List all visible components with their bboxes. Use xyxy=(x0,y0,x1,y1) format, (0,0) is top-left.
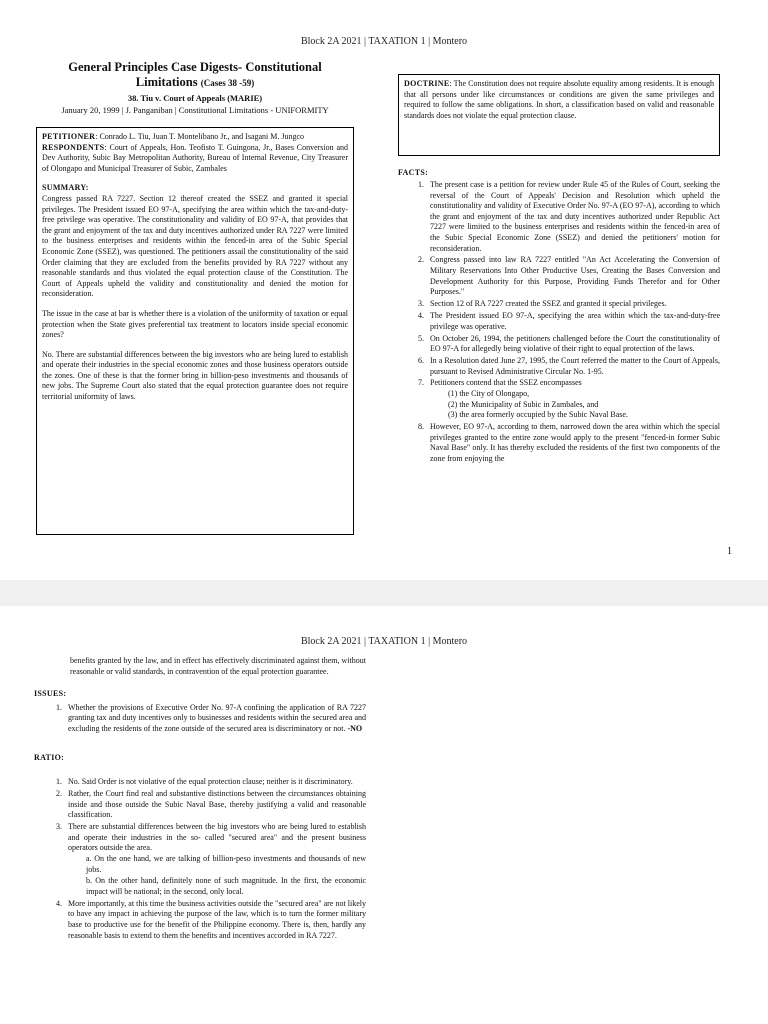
summary-paragraph: No. There are substantial differences between the big investors who are being lured to establish and operate their industries in the special economic zones and those business operators outside the zones. One of these is that the former bring in billion-peso investments and thousands of new jobs. The Supreme Court also stated that the equal protection guarantee does not require territorial uniformity of laws. xyxy=(42,349,348,402)
issues-list xyxy=(34,703,366,735)
list-item-text: There are substantial differences between the big investors who are being lured to establish and operate their industries in the so- called "secured area" and the present business operators outside the area. xyxy=(68,822,366,853)
left-column xyxy=(36,60,354,535)
ratio-sub-list xyxy=(68,854,366,898)
page-header: Block 2A 2021 | TAXATION 1 | Montero xyxy=(300,636,468,647)
sub-list-item: (1) the City of Olongapo, xyxy=(448,389,530,399)
respondents-label: RESPONDENTS xyxy=(42,142,105,152)
case-info: January 20, 1999 | J. Panganiban | Constitutional Limitations - UNIFORMITY xyxy=(61,105,329,115)
list-item: 1. The present case is a petition for review under Rule 45 of the Rules of Court, seeking the reversal of the Court of Appeals' Decision and Resolution which upheld the constitutionality and validity of Executive Order No. 97-A (EO 97-A), according to which the grant and enjoyment of the tax and duty incentives authorized under Republic Act 7227 were limited to the business enterprises and residents within the fenced-in area of the Subic Special Economic Zone (SSEZ) and denied the petitioners' motion for reconsideration. xyxy=(426,180,720,254)
sub-list-item: b. On the other hand, definitely none of such magnitude. In the first, the economic impact will be national; in the second, only local. xyxy=(86,876,366,896)
list-item: 4. More importantly, at this time the business activities outside the "secured area" are not likely to have any impact in achieving the purpose of the law, which is to turn the former military base to productive use for the benefit of the Philippine economy. There is, then, hardly any reasonable basis to extend to them the benefits and incentives accorded in RA 7227. xyxy=(64,899,366,941)
facts-list xyxy=(398,180,720,465)
facts-continuation: benefits granted by the law, and in effect has effectively discriminated against them, without reasonable or valid standards, in contravention of the equal protection guarantee. xyxy=(70,656,366,676)
summary-paragraph: The issue in the case at bar is whether there is a violation of the uniformity of taxation or equal protection when the State gives preferential tax treatment to locators inside special economic zones? xyxy=(42,308,348,340)
doctrine-label: DOCTRINE xyxy=(404,79,450,88)
respondents-block xyxy=(42,143,348,175)
page-number: 1 xyxy=(727,546,732,557)
page-header: Block 2A 2021 | TAXATION 1 | Montero xyxy=(300,36,468,47)
page-two-column xyxy=(34,656,366,943)
petitioner-label: PETITIONER xyxy=(42,132,96,141)
doctrine-text: : The Constitution does not require absolute equality among residents. It is enough that all persons under like circumstances or conditions are given the same privileges and required to follow the same obligations. In short, a classification based on valid and reasonable standards does not violate the equal protection clause. xyxy=(404,79,714,120)
petitioner-block xyxy=(42,132,348,143)
ssez-components-list xyxy=(430,389,720,421)
summary-paragraph: Congress passed RA 7227. Section 12 thereof created the SSEZ and granted it special privileges. The President issued EO 97-A, specifying the area within which the tax-and-duty-free privilege was operative. The constitutionality and validity of EO 97-A, that provides that the grant and enjoyment of the tax and duty incentives authorized under RA 7227 were limited to the business enterprises and residents within the fenced-in area of the Subic Special Economic Zone (SSEZ), was questioned. The petitioners assail the constitutionality of the said Order claiming that they are excluded from the benefits provided by RA 7227 without any reasonable standards and thus violated the equal protection clause of the Constitution. The Court of Appeals upheld the validity and constitutionality and denied the motion for reconsideration. xyxy=(42,193,348,299)
list-item: 5. On October 26, 1994, the petitioners challenged before the Court the constitutionality of EO 97-A for allegedly being violative of their right to equal protection of the laws. xyxy=(426,334,720,355)
summary-block xyxy=(42,183,348,402)
list-item xyxy=(64,822,366,897)
sub-list-item: (3) the area formerly occupied by the Subic Naval Base. xyxy=(448,410,628,420)
sub-list-item: a. On the one hand, we are talking of billion-peso investments and thousands of new jobs. xyxy=(86,853,366,874)
case-name: 38. Tiu v. Court of Appeals (MARIE) xyxy=(127,93,263,103)
right-column xyxy=(398,74,720,466)
list-item-text: Petitioners contend that the SSEZ encompasses xyxy=(430,378,582,388)
issue-answer: -NO xyxy=(345,723,363,733)
document-title xyxy=(36,60,354,91)
list-item: 2. Congress passed into law RA 7227 entitled "An Act Accelerating the Conversion of Military Reservations Into Other Productive Uses, Creating the Bases Conversion and Development Authority for this Purpose, Providing Funds Therefor and for Other Purposes." xyxy=(426,255,720,297)
petitioner-text: : Conrado L. Tiu, Juan T. Montelibano Jr., and Isagani M. Jungco xyxy=(95,132,305,141)
issues-label: ISSUES: xyxy=(34,689,67,699)
ratio-label: RATIO: xyxy=(34,752,65,762)
case-summary-box xyxy=(36,127,354,535)
sub-list-item: (2) the Municipality of Subic in Zambales, and xyxy=(448,399,599,409)
list-item: 3. Section 12 of RA 7227 created the SSEZ and granted it special privileges. xyxy=(426,299,720,310)
list-item: 4. The President issued EO 97-A, specifying the area within which the tax-and-duty-free privilege was operative. xyxy=(426,311,720,332)
title-main: General Principles Case Digests- Constitutional Limitations xyxy=(68,60,322,89)
respondents-text: : Court of Appeals, Hon. Teofisto T. Guingona, Jr., Bases Conversion and Dev Authority, Subic Bay Metropolitan Authority, Bureau of Internal Revenue, City Treasurer of Olongapo and Municipal Treasurer of Subic, Zambales xyxy=(42,142,348,173)
summary-label-text: SUMMARY xyxy=(42,183,86,193)
facts-label-text: FACTS xyxy=(398,168,426,177)
title-cases: (Cases 38 -59) xyxy=(200,78,255,88)
list-item: 2. Rather, the Court find real and substantive distinctions between the circumstances obtaining inside and those outside the Subic Naval Base, thereby justifying a valid and reasonable classification. xyxy=(64,789,366,821)
facts-label: FACTS: xyxy=(398,168,429,177)
list-item: 1. No. Said Order is not violative of the equal protection clause; neither is it discriminatory. xyxy=(64,777,366,788)
issues-label-text: ISSUES xyxy=(34,689,64,699)
ratio-list xyxy=(34,777,366,941)
page-two xyxy=(0,606,768,1024)
issue-text: Whether the provisions of Executive Order No. 97-A confining the application of RA 7227 granting tax and duty incentives only to businesses and residents within the secured area and excluding the residents of the zone outside of the secured area is discriminatory or not. xyxy=(68,702,366,733)
ratio-label-text: RATIO xyxy=(34,752,62,762)
list-item: 6. In a Resolution dated June 27, 1995, the Court referred the matter to the Court of Appeals, pursuant to Revised Administrative Circular No. 1-95. xyxy=(426,356,720,377)
list-item: 8. However, EO 97-A, according to them, narrowed down the area within which the special privileges granted to the entire zone would apply to the present "fenced-in former Subic Naval Base" only. It has thereby excluded the residents of the first two components of the zone from enjoying the xyxy=(426,422,720,464)
list-item xyxy=(426,378,720,420)
summary-label: SUMMARY: xyxy=(42,183,89,193)
list-item xyxy=(64,703,366,735)
doctrine-box xyxy=(398,74,720,156)
